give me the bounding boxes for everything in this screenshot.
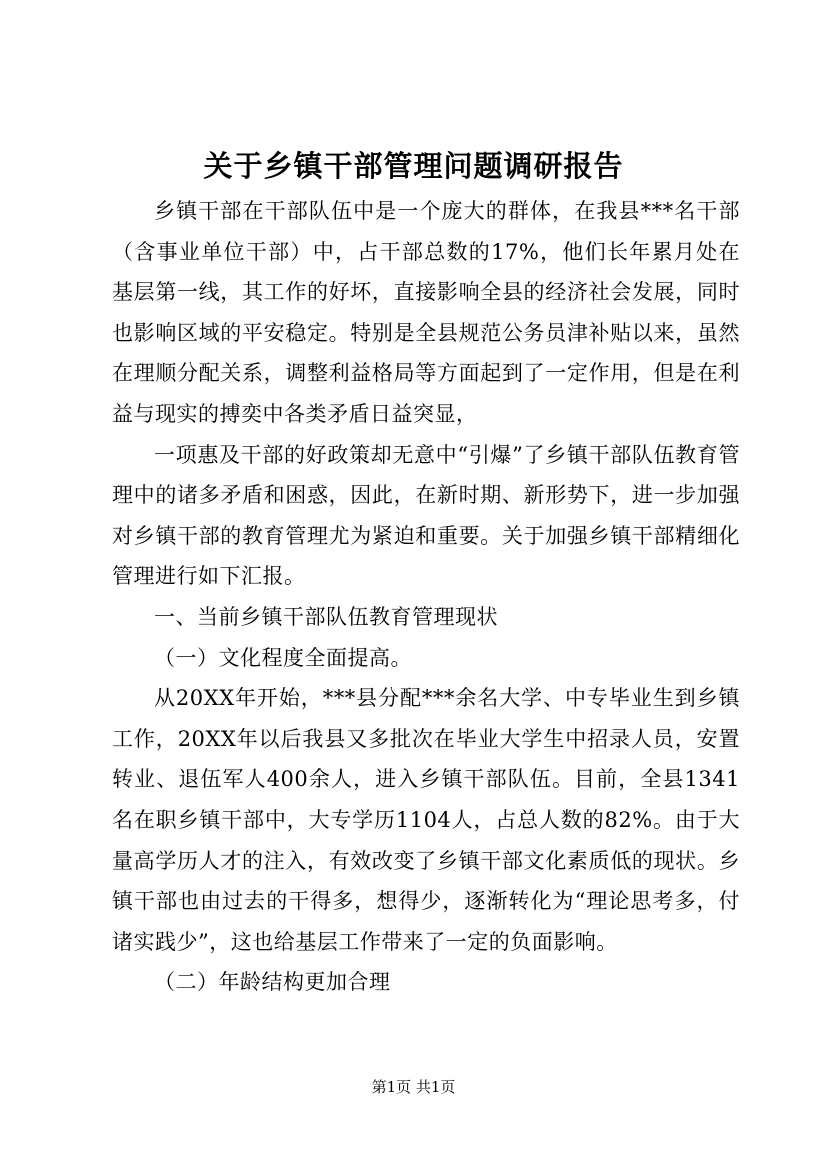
subsection-heading-2: （二）年龄结构更加合理 [154, 970, 391, 995]
paragraph-education: 从20XX年开始，***县分配***余名大学、中专毕业生到乡镇工作，20XX年以后我县又多批次在毕业大学生中招录人员，安置转业、退伍军人400余人，进入乡镇干部队伍。目前，全县1341名在职乡镇干部中，大专学历1104人，占总人数的82%。由于大量高学历人才的注入，有效改变了乡镇干部文化素质低的现状。乡镇干部也由过去的干得多，想得少，逐渐转化为“理论思考多，付诸实践少”，这也给基层工作带来了一定的负面影响。 [112, 686, 740, 954]
subsection-heading-1: （一）文化程度全面提高。 [154, 645, 412, 670]
section-heading-1: 一、当前乡镇干部队伍教育管理现状 [154, 604, 498, 629]
paragraph-policy: 一项惠及干部的好政策却无意中“引爆”了乡镇干部队伍教育管理中的诸多矛盾和困惑，因此，在新时期、新形势下，进一步加强对乡镇干部的教育管理尤为紧迫和重要。关于加强乡镇干部精细化管理进行如下汇报。 [112, 442, 740, 589]
paragraph-intro: 乡镇干部在干部队伍中是一个庞大的群体，在我县***名干部（含事业单位干部）中，占干部总数的17%，他们长年累月处在基层第一线，其工作的好坏，直接影响全县的经济社会发展，同时也影响区域的平安稳定。特别是全县规范公务员津补贴以来，虽然在理顺分配关系，调整利益格局等方面起到了一定作用，但是在利益与现实的搏奕中各类矛盾日益突显， [112, 199, 740, 426]
page-number-footer: 第1页 共1页 [371, 1078, 456, 1096]
document-body [112, 191, 740, 1003]
document-title: 关于乡镇干部管理问题调研报告 [203, 149, 624, 183]
